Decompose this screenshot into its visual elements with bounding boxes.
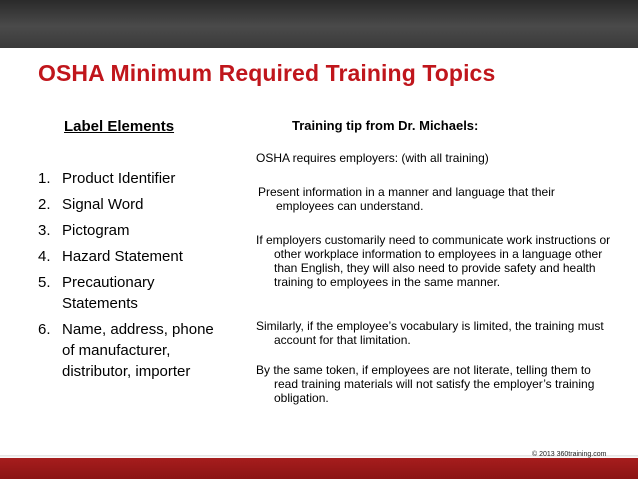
tip-vocabulary: Similarly, if the employee’s vocabulary is limited, the training must account for that limitation. (256, 319, 604, 347)
list-item-text: Pictogram (62, 222, 130, 239)
list-item-number: 1. (38, 170, 51, 187)
list-item (38, 168, 223, 189)
slide-title: OSHA Minimum Required Training Topics (38, 60, 496, 86)
list-item-number: 5. (38, 274, 51, 291)
list-item-text: Name, address, phone of manufacturer, distributor, importer (62, 321, 214, 380)
tip-language-requirement: If employers customarily need to communicate work instructions or other workplace information to employees in a language other than English, they will also need to provide safety and health training to employees in the same manner. (256, 233, 611, 289)
list-item-text: Precautionary Statements (62, 274, 155, 312)
list-item (38, 246, 223, 267)
bottom-band (0, 458, 638, 479)
list-item (38, 319, 223, 382)
label-elements-list (38, 168, 223, 387)
list-item-text: Product Identifier (62, 170, 176, 187)
tip-literacy: By the same token, if employees are not literate, telling them to read training materials will not satisfy the employer’s training obligation. (256, 363, 595, 405)
list-item-number: 4. (38, 248, 51, 265)
list-item-number: 3. (38, 222, 51, 239)
label-elements-heading: Label Elements (64, 118, 175, 135)
list-item-text: Signal Word (62, 196, 144, 213)
training-tip-heading: Training tip from Dr. Michaels: (292, 118, 479, 133)
list-item-number: 2. (38, 196, 51, 213)
list-item-text: Hazard Statement (62, 248, 183, 265)
tip-intro: OSHA requires employers: (with all training) (256, 151, 489, 165)
list-item (38, 272, 223, 314)
list-item (38, 194, 223, 215)
tip-present-information: Present information in a manner and language that their employees can understand. (258, 185, 555, 213)
list-item (38, 220, 223, 241)
list-item-number: 6. (38, 321, 51, 338)
top-band (0, 0, 638, 48)
